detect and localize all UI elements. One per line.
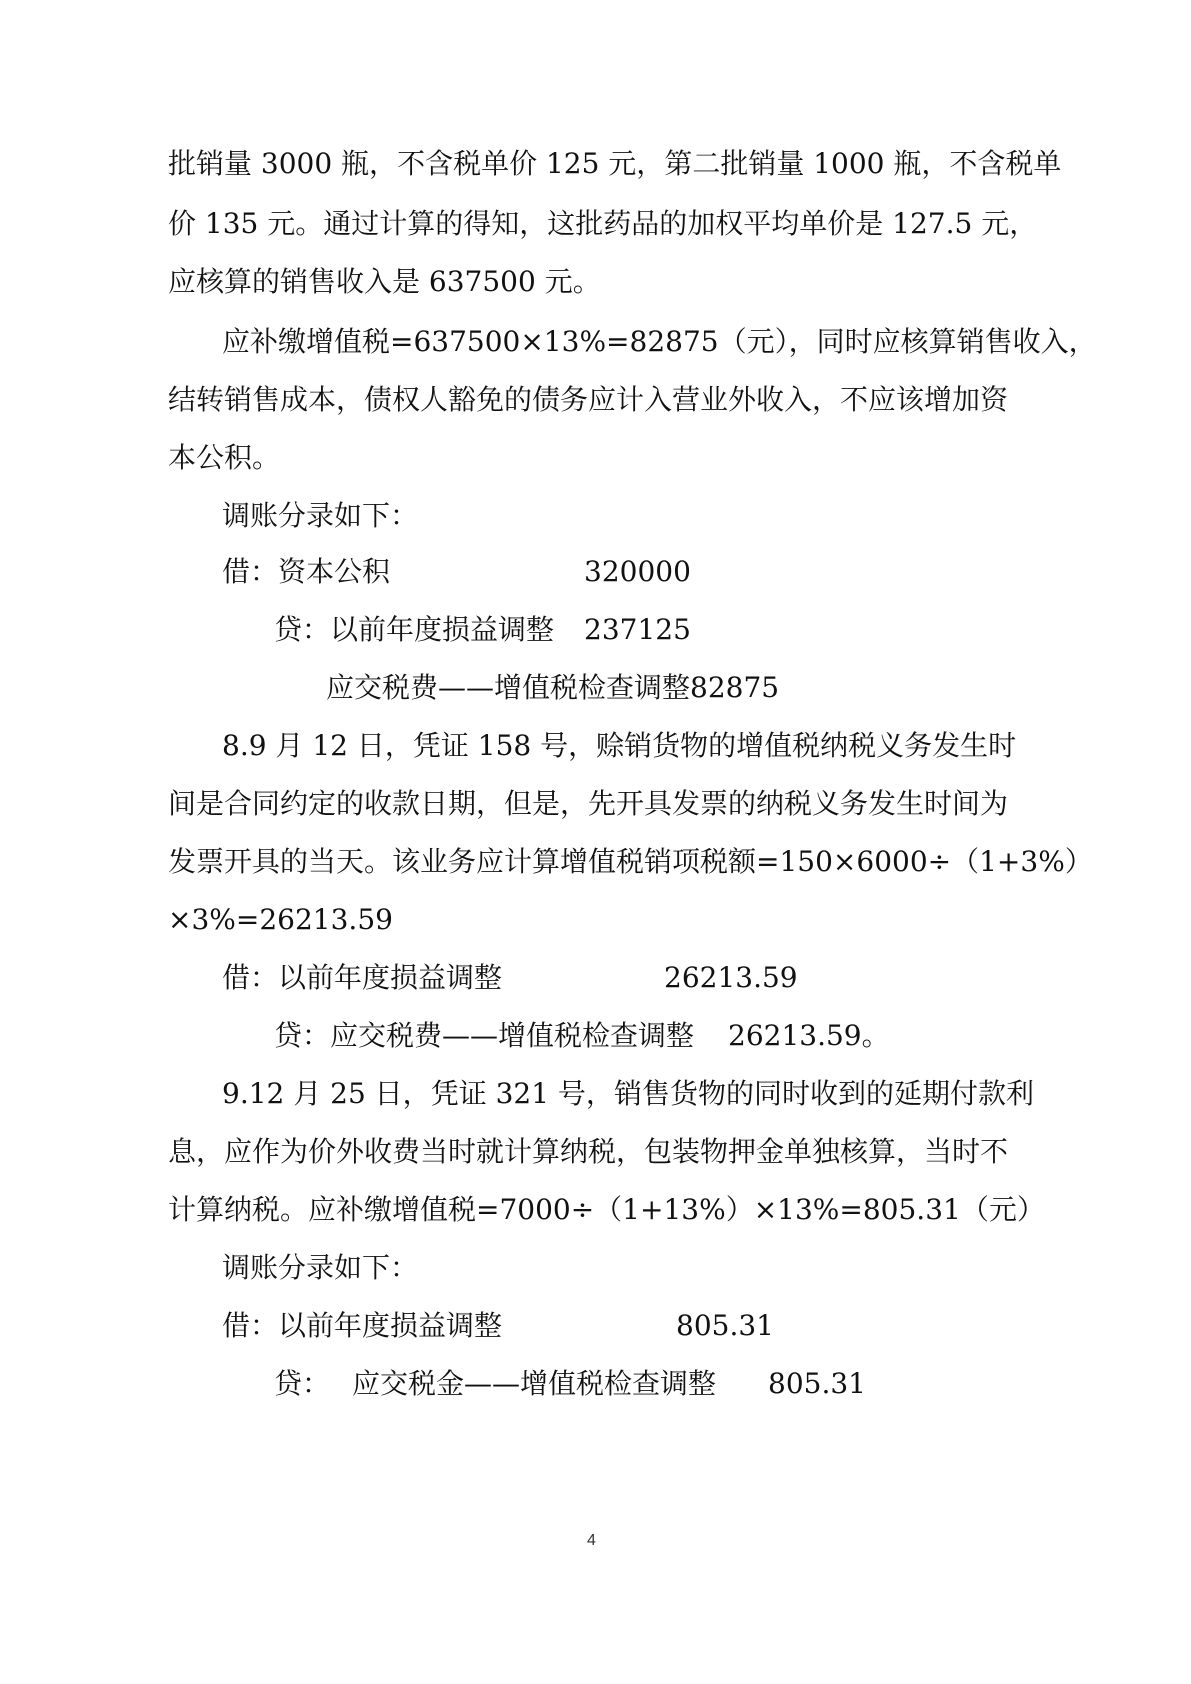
paragraph-line [168, 380, 1009, 420]
debit-label: 借：以前年度损益调整 [222, 961, 503, 994]
text-segment: 赊销货物的增值税纳税义务发生时 [596, 729, 1017, 762]
text-segment: 包装物押金单独核算， [644, 1135, 925, 1168]
text-segment: 凭证 158 号， [412, 729, 597, 762]
text-segment: 债权人豁免的债务应计入营业外收入， [364, 383, 841, 416]
credit-prefix: 贷： [274, 1367, 331, 1400]
paragraph-line [168, 1132, 1009, 1172]
debit-amount: 805.31 [676, 1309, 774, 1342]
text-segment: 该业务应计算增值税销项税额=150×6000÷（1+3%） [392, 845, 1093, 878]
entry-title: 调账分录如下： [222, 499, 419, 532]
paragraph-line [168, 204, 1038, 244]
text-segment: 当时不 [924, 1135, 1009, 1168]
debit-label: 借：以前年度损益调整 [222, 1309, 503, 1342]
paragraph-line [168, 842, 1093, 882]
text-segment: 同时应核算销售收入， [816, 325, 1097, 358]
text-segment: 价 135 元。 [168, 207, 324, 240]
credit-amount: 805.31 [768, 1367, 866, 1400]
text-segment: 不应该增加资 [840, 383, 1009, 416]
paragraph-line [222, 1074, 1034, 1114]
paragraph-line [222, 726, 1017, 766]
text-segment: 8.9 月 12 日， [222, 729, 413, 762]
debit-amount: 26213.59 [664, 961, 798, 994]
text-segment: 销售货物的同时收到的延期付款利 [613, 1077, 1034, 1110]
text-segment: 通过计算的得知， [323, 207, 548, 240]
credit-amount: 26213.59。 [728, 1019, 890, 1052]
text-segment: 但是， [504, 787, 589, 820]
text-segment: 先开具发票的纳税义务发生时间为 [588, 787, 1009, 820]
text-segment: 凭证 321 号， [430, 1077, 614, 1110]
paragraph-line: 应核算的销售收入是 637500 元。 [168, 265, 601, 298]
text-segment: 第二批销量 1000 瓶， [664, 147, 950, 180]
text-segment: 结转销售成本， [168, 383, 365, 416]
paragraph-line [168, 784, 1009, 824]
paragraph-line: 本公积。 [168, 441, 281, 474]
text-segment: 应补缴增值税=637500×13%=82875（元）， [222, 325, 817, 358]
paragraph-line [222, 322, 1097, 362]
page-number: 4 [587, 1532, 596, 1549]
credit-label: 应交税费——增值税检查调整 [326, 671, 691, 704]
paragraph-line [168, 144, 1062, 184]
text-segment: 9.12 月 25 日， [222, 1077, 431, 1110]
text-segment: 不含税单价 125 元， [397, 147, 665, 180]
text-segment: 不含税单 [949, 147, 1062, 180]
text-segment: 间是合同约定的收款日期， [168, 787, 505, 820]
text-segment: 息， [168, 1135, 225, 1168]
credit-label: 贷：以前年度损益调整 [274, 613, 555, 646]
text-segment: 这批药品的加权平均单价是 127.5 元， [547, 207, 1038, 240]
debit-amount: 320000 [584, 555, 691, 588]
text-segment: 应作为价外收费当时就计算纳税， [224, 1135, 645, 1168]
paragraph-line: 计算纳税。应补缴增值税=7000÷（1+13%）×13%=805.31（元） [168, 1193, 1045, 1226]
credit-amount: 237125 [584, 613, 691, 646]
debit-label: 借：资本公积 [222, 555, 391, 588]
credit-label: 应交税金——增值税检查调整 [352, 1367, 717, 1400]
credit-label: 贷：应交税费——增值税检查调整 [274, 1019, 695, 1052]
credit-amount: 82875 [690, 671, 780, 704]
text-segment: 批销量 3000 瓶， [168, 147, 398, 180]
text-segment: 发票开具的当天。 [168, 845, 393, 878]
paragraph-line: ×3%=26213.59 [168, 903, 393, 936]
entry-title: 调账分录如下： [222, 1251, 419, 1284]
